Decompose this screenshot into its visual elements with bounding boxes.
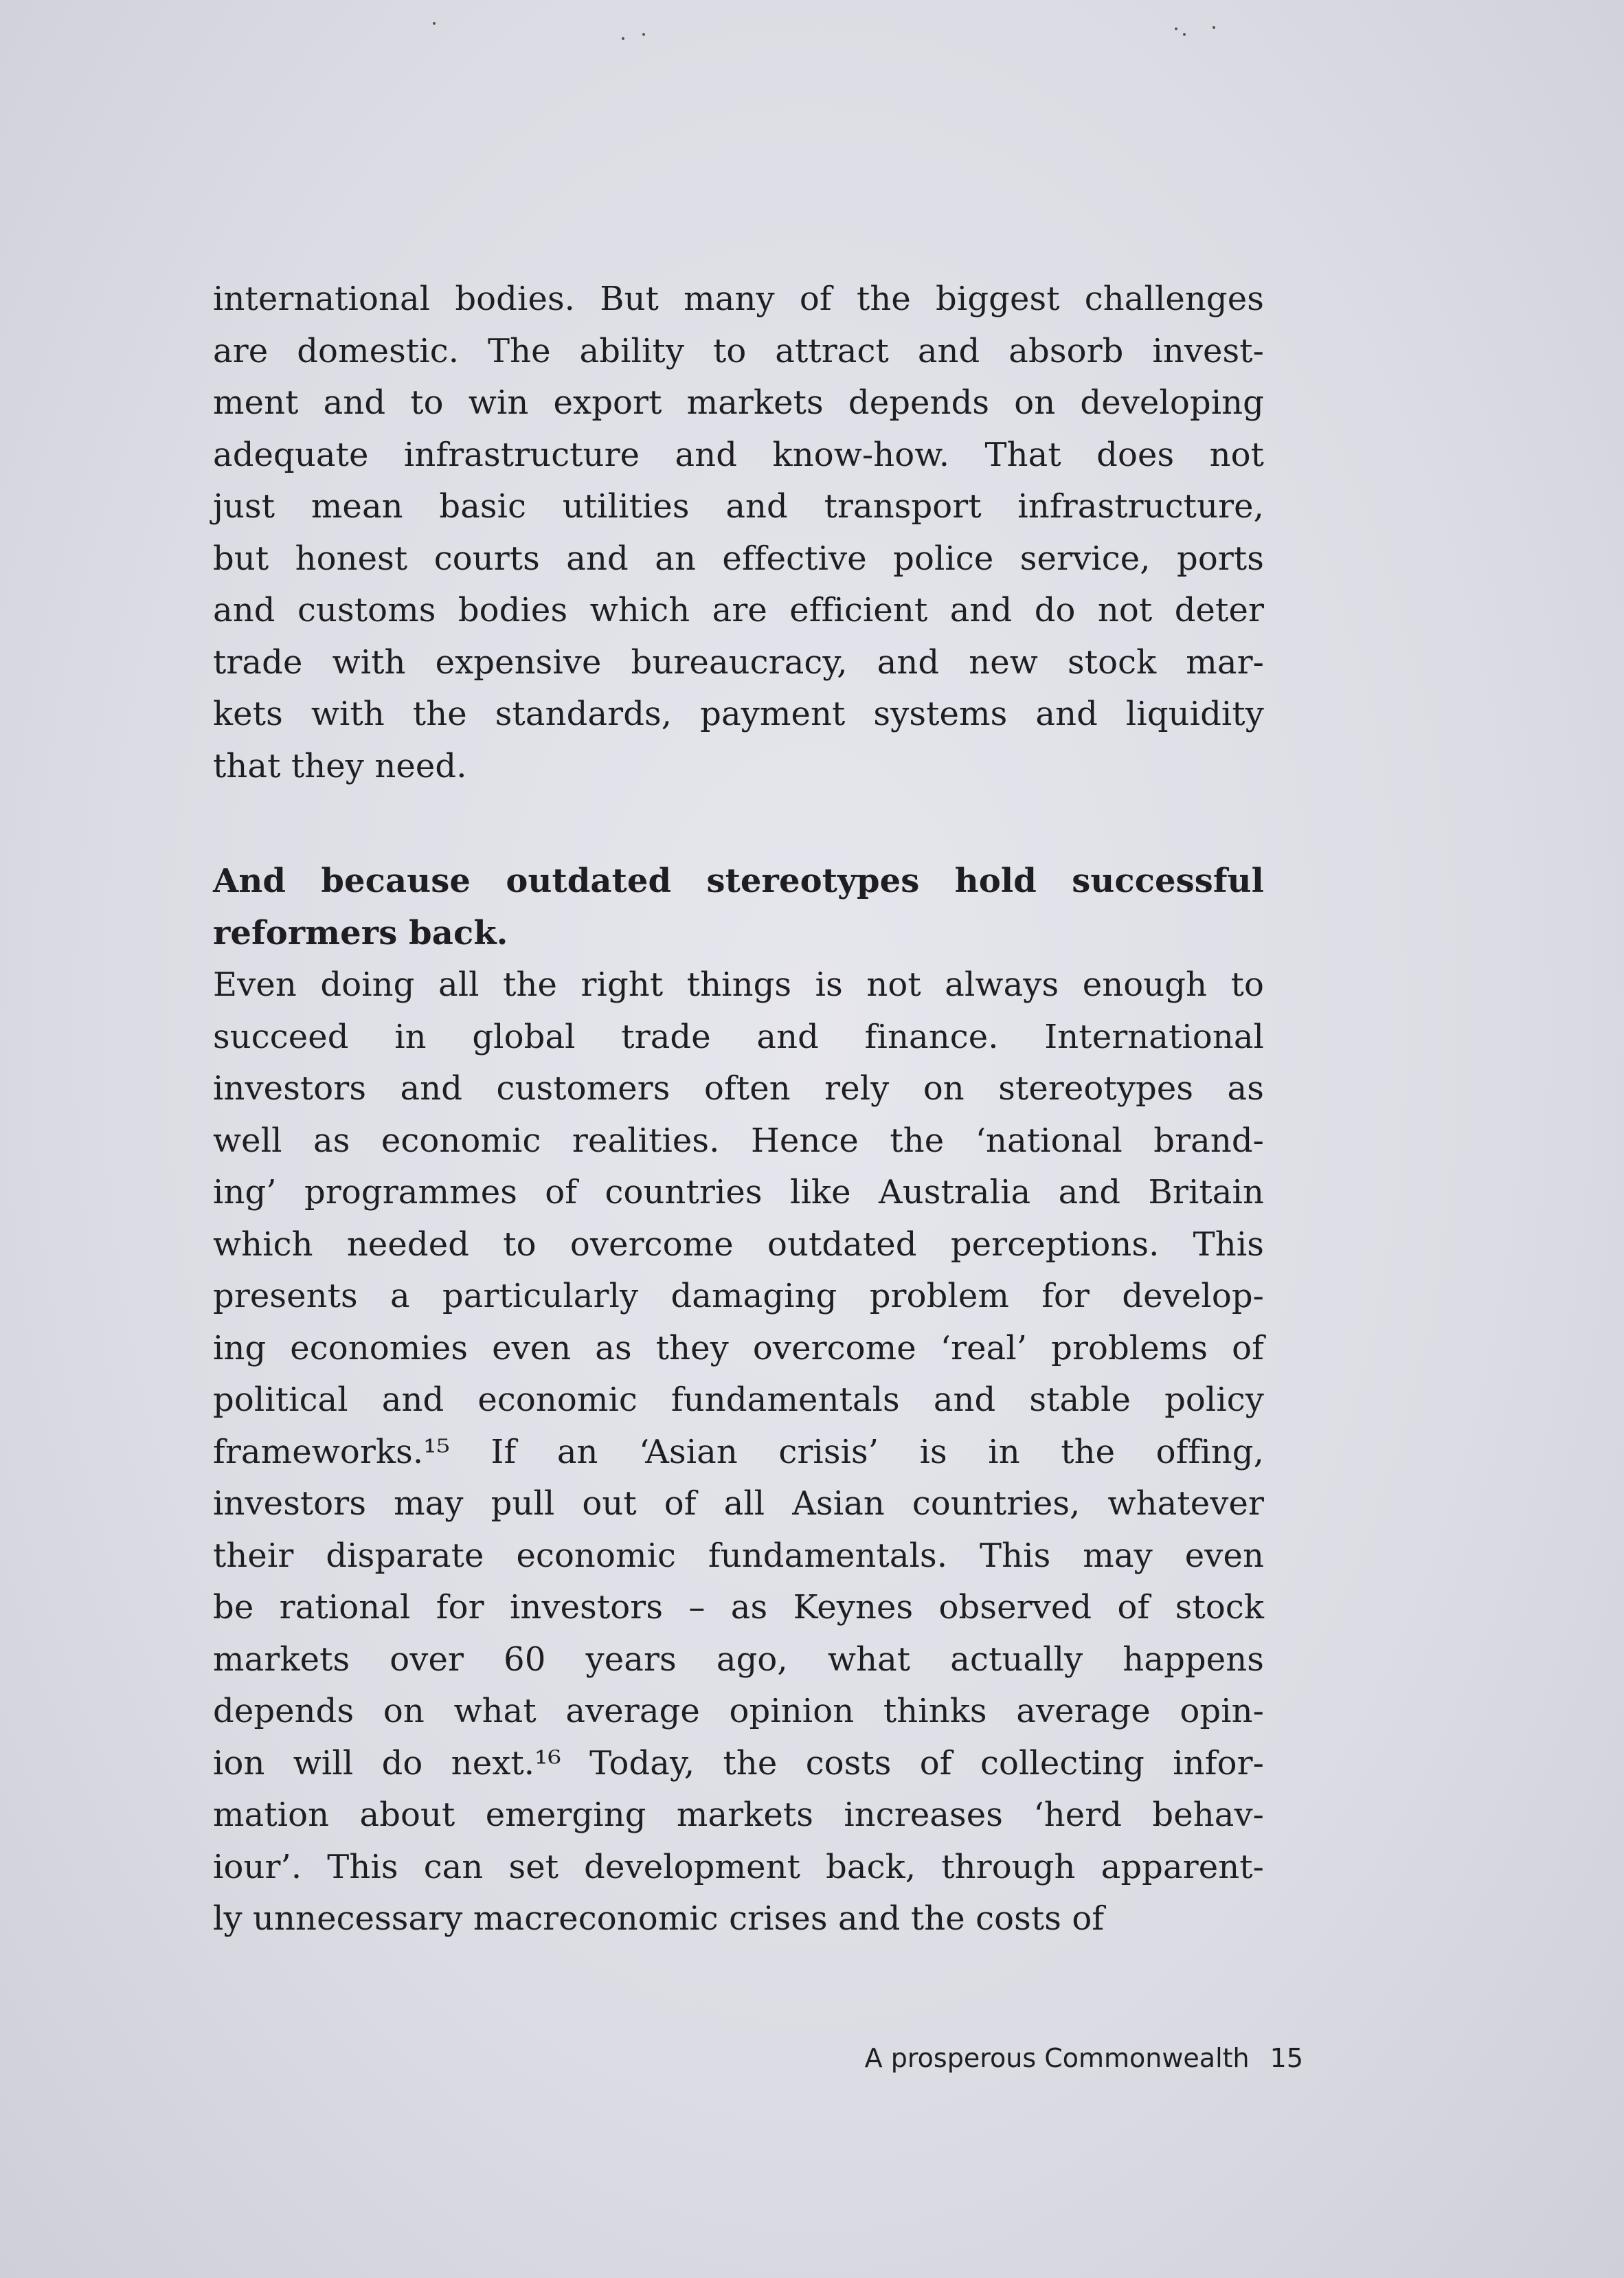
speck — [622, 37, 624, 40]
text-line: which needed to overcome outdated perceptions. This — [213, 1225, 1264, 1264]
text-line: trade with expensive bureaucracy, and new stock mar- — [213, 643, 1264, 682]
text-line: international bodies. But many of the biggest challenges — [213, 280, 1264, 318]
text-line: investors may pull out of all Asian countries, whatever — [213, 1484, 1264, 1523]
page-footer — [865, 2043, 1303, 2073]
text-line: frameworks.¹⁵ If an ‘Asian crisis’ is in the offing, — [213, 1432, 1264, 1471]
text-line: ing economies even as they overcome ‘real’ problems of — [213, 1328, 1264, 1367]
heading-line: reformers back. — [213, 913, 508, 952]
text-line: markets over 60 years ago, what actually happens — [213, 1640, 1264, 1679]
speck — [642, 33, 645, 36]
paragraph-stereotypes — [213, 959, 1264, 1945]
text-line: are domestic. The ability to attract and absorb invest- — [213, 331, 1264, 370]
text-line: iour’. This can set development back, through apparent- — [213, 1847, 1264, 1886]
text-line: that they need. — [213, 746, 467, 785]
text-line: ing’ programmes of countries like Australia and Britain — [213, 1173, 1264, 1211]
paper-specks — [0, 15, 1624, 43]
text-line: mation about emerging markets increases ‘herd behav- — [213, 1796, 1264, 1834]
text-line: succeed in global trade and finance. International — [213, 1017, 1264, 1056]
speck — [1213, 26, 1215, 29]
text-line: but honest courts and an effective police service, ports — [213, 539, 1264, 578]
text-line: adequate infrastructure and know-how. That does not — [213, 435, 1264, 474]
text-line: presents a particularly damaging problem for develop- — [213, 1277, 1264, 1315]
heading-line: And because outdated stereotypes hold successful — [213, 862, 1264, 900]
paragraph-international-bodies — [213, 273, 1264, 792]
text-line: investors and customers often rely on stereotypes as — [213, 1069, 1264, 1108]
text-line: be rational for investors – as Keynes observed of stock — [213, 1588, 1264, 1627]
section-heading — [213, 856, 1264, 959]
page-number: 15 — [1270, 2043, 1303, 2073]
text-line: their disparate economic fundamentals. This may even — [213, 1536, 1264, 1575]
running-title: A prosperous Commonwealth — [864, 2043, 1250, 2073]
text-line: kets with the standards, payment systems and liquidity — [213, 695, 1264, 733]
text-line: and customs bodies which are efficient and do not deter — [213, 591, 1264, 629]
speck — [433, 22, 436, 25]
text-line: just mean basic utilities and transport infrastructure, — [213, 487, 1264, 526]
text-line: depends on what average opinion thinks average opin- — [213, 1692, 1264, 1730]
speck — [1175, 27, 1177, 30]
text-line: ion will do next.¹⁶ Today, the costs of collecting infor- — [213, 1743, 1264, 1783]
text-line: political and economic fundamentals and stable policy — [213, 1381, 1264, 1419]
text-line: ly unnecessary macreconomic crises and the costs of — [213, 1899, 1105, 1938]
text-line: ment and to win export markets depends on developing — [213, 383, 1264, 422]
text-line: Even doing all the right things is not always enough to — [213, 965, 1264, 1004]
speck — [1183, 33, 1186, 36]
text-line: well as economic realities. Hence the ‘national brand- — [213, 1121, 1264, 1160]
